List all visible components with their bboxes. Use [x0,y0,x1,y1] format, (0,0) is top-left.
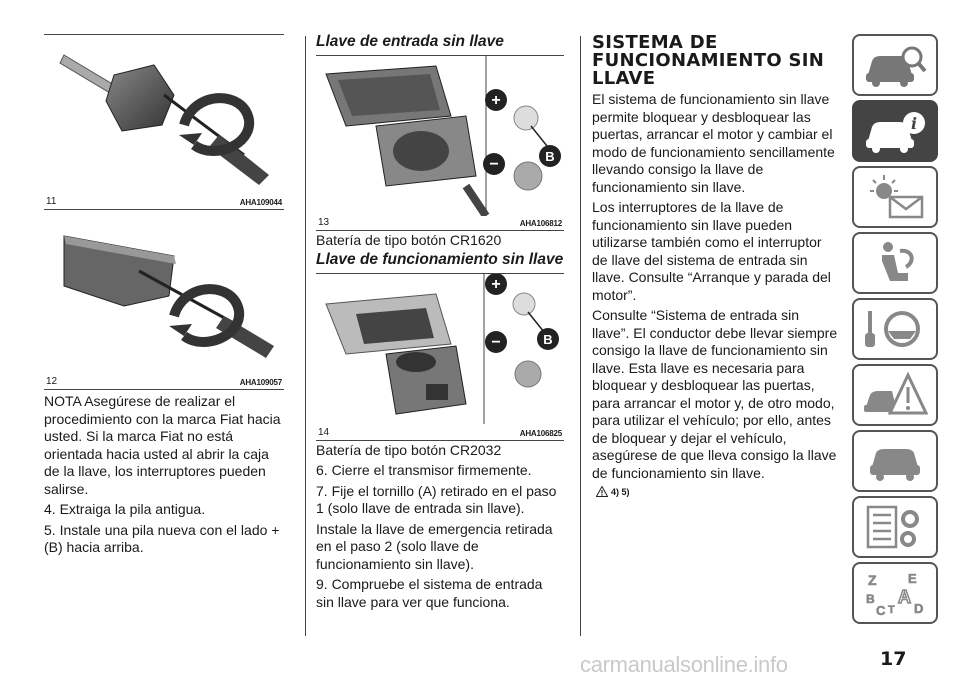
note-paragraph: NOTA Asegúrese de realizar el procedimiento con la marca Fiat hacia usted. Si la marca Fiat no está orientada hacia usted al abrir la caja de la llave, los interruptores pueden salirse. [44,393,281,497]
b-label: B [545,149,555,164]
tab-airbag-seat[interactable] [852,232,938,294]
tab-warning-lights[interactable] [852,166,938,228]
alphabet-index-icon [862,569,928,617]
caption-13: Batería de tipo botón CR1620 [316,232,502,248]
key-screwdriver-illustration [44,35,284,195]
keyless-entry-battery-illustration [316,56,564,216]
index-letter: D [914,601,924,616]
section-title-line: LLAVE [592,68,656,89]
index-letter: B [866,592,875,606]
svg-text:i: i [910,114,918,133]
step-6: 6. Cierre el transmisor firmemente. [316,462,532,478]
tab-car-info[interactable] [852,100,938,162]
figure-code: AHA109044 [239,198,282,207]
column-3 [592,0,840,497]
warning-lights-icon [862,173,928,221]
tab-car-service[interactable] [852,430,938,492]
warning-refs [596,486,840,497]
figure-code: AHA106825 [519,428,562,438]
index-letter: T [888,604,895,616]
tab-car-warning[interactable] [852,364,938,426]
warning-refs-text: 4) 5) [611,486,630,497]
index-letter: A [898,587,911,607]
plus-label: + [491,275,501,293]
figure-14 [316,273,564,441]
warning-triangle-icon [596,486,608,497]
column-2 [316,0,564,611]
intro-paragraph: El sistema de funcionamiento sin llave permite bloquear y desbloquear las puertas, arrancar el motor y cambiar el modo de funcionamiento sencillamente llevando consigo la llave de funcionamiento sin llave. [592,91,835,195]
switches-paragraph: Los interruptores de la llave de funcionamiento sin llave pueden utilizarse también como el interruptor de llave del sistema de entrada sin llave. Consulte “Arranque y parada del motor”. [592,199,831,303]
figure-12 [44,216,284,390]
key-steering-icon [862,305,928,353]
car-info-icon [862,107,928,155]
minus-label: − [489,156,499,173]
airbag-seat-icon [862,239,928,287]
figure-number: 13 [318,217,330,228]
keyless-operation-battery-illustration [316,274,564,424]
heading-keyless-operation: Llave de funcionamiento sin llave [316,250,564,268]
figure-11 [44,34,284,210]
index-letter: Z [868,572,877,588]
figure-number: 12 [46,376,58,387]
watermark: carmanualsonline.info [580,652,788,677]
column-divider [580,36,581,636]
driver-paragraph: Consulte “Sistema de entrada sin llave”. El conductor debe llevar siempre consigo la llave de funcionamiento sin llave. Esta llave es necesaria para bloquear y desbloquear las puertas, para arrancar el motor y, de otro modo, para utilizar el vehículo; por ello, antes de bloquear y dejar el vehículo, asegúrese de que lleva consigo la llave de funcionamiento sin llave. [592,307,838,481]
figure-13 [316,55,564,231]
tab-settings-list[interactable] [852,496,938,558]
fob-screwdriver-illustration [44,216,284,376]
section-title-line: FUNCIONAMIENTO SIN [592,50,825,71]
chapter-sidebar [852,34,938,628]
step-8: Instale la llave de emergencia retirada en el paso 2 (solo llave de funcionamiento sin llave). [316,520,553,572]
tab-key-steering[interactable] [852,298,938,360]
car-search-icon [862,41,928,89]
page-number: 17 [880,648,907,670]
figure-code: AHA106812 [519,219,562,228]
step-4: 4. Extraiga la pila antigua. [44,501,206,517]
section-title [592,34,840,88]
section-title-line: SISTEMA DE [592,32,718,53]
tab-car-search[interactable] [852,34,938,96]
plus-label: + [491,92,501,109]
step-9: 9. Compruebe el sistema de entrada sin llave para ver que funciona. [316,576,543,610]
caption-14: Batería de tipo botón CR2032 [316,441,502,458]
heading-keyless-entry: Llave de entrada sin llave [316,33,504,50]
tab-alphabet-index[interactable] [852,562,938,624]
car-warning-triangle-icon [862,371,928,419]
minus-label: − [491,333,501,351]
b-label: B [543,331,553,347]
figure-number: 14 [318,426,330,438]
index-letter: C [876,603,886,617]
column-divider [305,36,306,636]
car-service-icon [862,437,928,485]
index-letter: E [908,571,917,586]
step-7: 7. Fije el tornillo (A) retirado en el paso 1 (solo llave de entrada sin llave). [316,482,557,516]
column-1 [44,0,284,557]
figure-code: AHA109057 [239,378,282,387]
step-5: 5. Instale una pila nueva con el lado + (B) hacia arriba. [44,521,280,555]
figure-number: 11 [46,196,57,207]
settings-list-icon [862,503,928,551]
